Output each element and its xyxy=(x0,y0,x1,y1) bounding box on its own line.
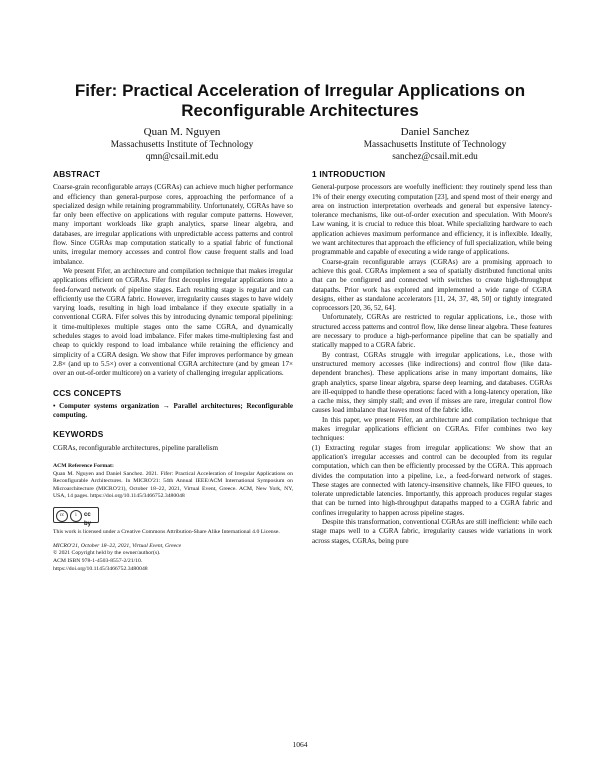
badge-label: cc by xyxy=(84,511,92,528)
left-column xyxy=(53,170,293,573)
license-text: This work is licensed under a Creative Commons Attribution-Share Alike International 4.0 License. xyxy=(53,529,280,536)
paper-title: Fifer: Practical Acceleration of Irregular Applications on Reconfigurable Architectures xyxy=(74,81,526,120)
keywords-heading: KEYWORDS xyxy=(53,429,104,440)
author-email: sanchez@csail.mit.edu xyxy=(392,152,478,162)
intro-paragraph: In this paper, we present Fifer, an architecture and compilation technique that makes irregular applications efficient on CGRAs. Fifer combines two key techniques: xyxy=(312,415,552,443)
cc-icon: cc xyxy=(56,510,68,522)
author-affiliation: Massachusetts Institute of Technology xyxy=(363,140,507,150)
pubinfo-line: © 2021 Copyright held by the owner/author(s). xyxy=(53,550,161,557)
right-column xyxy=(312,170,552,546)
ccs-heading: CCS CONCEPTS xyxy=(53,387,122,398)
reference-text: Quan M. Nguyen and Daniel Sanchez. 2021. Fifer: Practical Acceleration of Irregular Applications on Reconfigurable Architectures. In MICRO'21: 54th Annual IEEE/ACM International Symposium on Microarchitecture (MICRO'21), October 18–22, 2021, Virtual Event, Greece. ACM, New York, NY, USA, 14 pages. https://doi.org/10.1145/3466752.3480048 xyxy=(53,470,293,500)
by-icon: i xyxy=(70,510,82,522)
reference-heading: ACM Reference Format: xyxy=(53,463,114,470)
intro-paragraph: Unfortunately, CGRAs are restricted to regular applications, i.e., those with structured access patterns and control flow, like dense linear algebra. These features are necessary to produce a high-performance pipeline that can be spatially and statically mapped to a CGRA fabric. xyxy=(312,313,552,350)
abstract-paragraph: Coarse-grain reconfigurable arrays (CGRAs) can achieve much higher performance and efficiency than general-purpose cores, approaching the performance of a specialized design while retaining programmability. Unfortunately, CGRAs have so far only been effective on applications with regular compute patterns. However, many important workloads like graph analytics, sparse linear algebra, and databases, are irregular applications with unpredictable access patterns and control flow. Since CGRAs map computation statically to a spatial fabric of functional units, irregular memory accesses and control flow cause frequent stalls and load imbalance. xyxy=(53,183,293,266)
page-number: 1064 xyxy=(292,740,308,749)
keywords-text: CGRAs, reconfigurable architectures, pipeline parallelism xyxy=(53,443,219,452)
pubinfo-line: MICRO'21, October 18–22, 2021, Virtual Event, Greece xyxy=(53,542,182,549)
author-name: Daniel Sanchez xyxy=(400,126,470,138)
ccs-text: • Computer systems organization → Parallel architectures; Reconfigurable computing. xyxy=(53,401,293,420)
intro-paragraph: Coarse-grain reconfigurable arrays (CGRAs) are a promising approach to achieve this goal. CGRAs implement a sea of spatially distributed functional units that can be configured and connected with switches to create high-throughput datapaths. Prior work has explored and implemented a wide range of CGRA designs, either as standalone accelerators [11, 24, 37, 48, 50] or tightly integrated coprocessors [20, 36, 52, 64]. xyxy=(312,257,552,313)
intro-paragraph: General-purpose processors are woefully inefficient: they routinely spend less than 1% of their energy executing computation [23], and spend most of their energy and area on instruction interpretation overheads and general but expensive latency-tolerance mechanisms, like out-of-order execution and speculation. With Moore's Law waning, it is crucial to reduce this bloat. While specializing hardware to each application achieves maximum performance and efficiency, it is inflexible. Ideally, we want architectures that approach the efficiency of full specialization, while being programmable and capable of executing a wide range of applications. xyxy=(312,183,552,257)
intro-paragraph: (1) Extracting regular stages from irregular applications: We show that an application's irregular accesses and control can be decoupled from its regular computation, which can then be efficiently processed by the CGRA. This approach divides the computation into a pipeline, i.e., a feed-forward network of stages. These stages are connected with latency-insensitive channels, like FIFO queues, to tolerate unpredictable latencies. Importantly, this approach produces regular stages that can be turned into high-throughput datapaths mapped to a CGRA fabric and confines irregularity to happen across pipeline stages. xyxy=(312,443,552,517)
abstract-paragraph: We present Fifer, an architecture and compilation technique that makes irregular applications efficient on CGRAs. Fifer first decouples irregular applications into a feed-forward network of pipeline stages. Each resulting stage is regular and can efficiently use the CGRA fabric. However, irregularity causes stages to have widely varying loads, resulting in high load imbalance if they execute spatially in a conventional CGRA. Fifer solves this by introducing dynamic temporal pipelining: it time-multiplexes multiple stages onto the same CGRA, and dynamically schedules stages to avoid load imbalance. Fifer makes time-multiplexing fast and cheap to quickly respond to load imbalance while retaining the efficiency and simplicity of a CGRA design. We show that Fifer improves performance by gmean 2.8× (and up to 5.5×) over a conventional CGRA architecture (and by gmean 17× over an out-of-order multicore) on a variety of challenging irregular applications. xyxy=(53,266,293,378)
author-email: qmn@csail.mit.edu xyxy=(145,152,219,162)
pubinfo-line: ACM ISBN 978-1-4503-8557-2/21/10. xyxy=(53,558,143,565)
intro-paragraph: By contrast, CGRAs struggle with irregular applications, i.e., those with unstructured memory accesses (like indirections) and control flow (like data-dependent branches). These applications arise in many important domains, like graph analytics, sparse linear algebra, sparse deep learning, and databases. CGRAs are ill-equipped to handle these operations: faced with a long-latency operation, like a cache miss, they simply stall; and even if misses are rare, irregular control flow causes load imbalance that leaves most of the fabric idle. xyxy=(312,350,552,415)
cc-license-badge xyxy=(53,507,99,528)
author-affiliation: Massachusetts Institute of Technology xyxy=(110,140,254,150)
pubinfo-line[interactable]: https://doi.org/10.1145/3466752.3480048 xyxy=(53,565,148,572)
author-name: Quan M. Nguyen xyxy=(143,126,221,138)
intro-paragraph: Despite this transformation, conventional CGRAs are still inefficient: while each stage maps well to a CGRA fabric, irregularity causes wide variations in work across stages, CGRAs, being pure xyxy=(312,517,552,545)
abstract-heading: ABSTRACT xyxy=(53,169,101,179)
intro-heading: 1 INTRODUCTION xyxy=(312,169,386,179)
author-1 xyxy=(52,126,312,163)
author-2 xyxy=(305,126,565,163)
